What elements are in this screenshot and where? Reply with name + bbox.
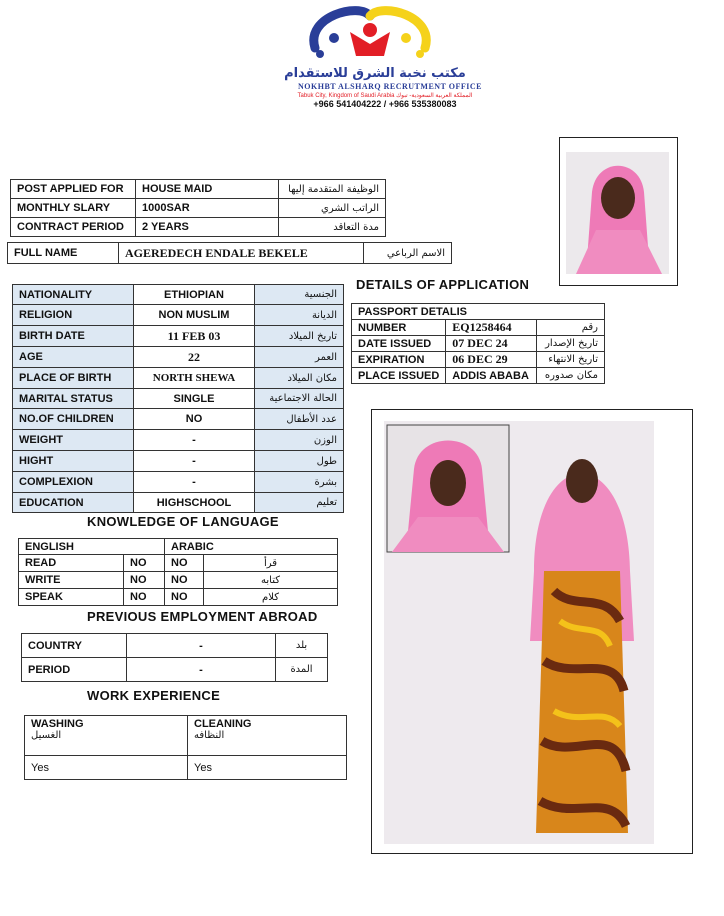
place-of-birth-label: PLACE OF BIRTH (13, 368, 134, 389)
passport-table (351, 303, 605, 384)
marital-status-ar: الحالة الاجتماعية (255, 389, 344, 409)
nationality-label: NATIONALITY (13, 285, 134, 305)
religion-value: NON MUSLIM (134, 305, 255, 326)
birth-date-row (13, 326, 344, 347)
height-value: - (134, 451, 255, 472)
religion-label: RELIGION (13, 305, 134, 326)
weight-ar: الوزن (255, 430, 344, 451)
passport-heading: PASSPORT DETALIS (352, 304, 605, 320)
salary-label: MONTHLY SLARY (11, 199, 136, 218)
age-label: AGE (13, 347, 134, 368)
company-english-name: NOKHBT ALSHARQ RECRUTMENT OFFICE (298, 82, 482, 91)
post-applied-ar: الوظيفة المتقدمة إليها (279, 180, 386, 199)
write-english-value: NO (124, 572, 165, 589)
passport-expiration-ar: تاريخ الانتهاء (537, 352, 605, 368)
children-label: NO.OF CHILDREN (13, 409, 134, 430)
birth-date-label: BIRTH DATE (13, 326, 134, 347)
cleaning-ar: النظافه (194, 730, 225, 741)
full-name-table (7, 242, 452, 264)
employment-heading: PREVIOUS EMPLOYMENT ABROAD (87, 609, 318, 624)
cleaning-label: CLEANING (194, 718, 252, 730)
post-applied-row (11, 180, 386, 199)
language-speak-row (19, 589, 338, 606)
read-arabic-value: NO (165, 555, 204, 572)
write-arabic-value: NO (165, 572, 204, 589)
nationality-row (13, 285, 344, 305)
language-table (18, 538, 338, 606)
read-ar: قرأ (204, 555, 338, 572)
language-write-row (19, 572, 338, 589)
country-ar: بلد (276, 634, 328, 658)
nationality-ar: الجنسية (255, 285, 344, 305)
height-label: HIGHT (13, 451, 134, 472)
education-label: EDUCATION (13, 493, 134, 513)
passport-expiration-label: EXPIRATION (352, 352, 446, 368)
passport-place-label: PLACE ISSUED (352, 368, 446, 384)
contract-ar: مدة التعاقد (279, 218, 386, 237)
passport-issued-row (352, 336, 605, 352)
place-of-birth-row (13, 368, 344, 389)
passport-expiration-row (352, 352, 605, 368)
full-body-photo (384, 421, 654, 844)
language-english-header: ENGLISH (19, 539, 165, 555)
passport-issued-ar: تاريخ الإصدار (537, 336, 605, 352)
salary-value: 1000SAR (136, 199, 279, 218)
period-ar: المدة (276, 658, 328, 682)
passport-number-row (352, 320, 605, 336)
speak-label: SPEAK (19, 589, 124, 606)
birth-date-value: 11 FEB 03 (134, 326, 255, 347)
full-name-value: AGEREDECH ENDALE BEKELE (119, 243, 364, 264)
company-arabic-name: مكتب نخبة الشرق للاستقدام (284, 66, 466, 81)
period-label: PERIOD (22, 658, 127, 682)
complexion-ar: بشرة (255, 472, 344, 493)
education-value: HIGHSCHOOL (134, 493, 255, 513)
complexion-value: - (134, 472, 255, 493)
salary-ar: الراتب الشري (279, 199, 386, 218)
position-table (10, 179, 386, 237)
language-arabic-header: ARABIC (165, 539, 338, 555)
weight-label: WEIGHT (13, 430, 134, 451)
washing-value: Yes (25, 756, 188, 780)
passport-place-ar: مكان صدوره (537, 368, 605, 384)
speak-arabic-value: NO (165, 589, 204, 606)
children-ar: عدد الأطفال (255, 409, 344, 430)
full-name-label: FULL NAME (8, 243, 119, 264)
country-label: COUNTRY (22, 634, 127, 658)
passport-number-ar: رقم (537, 320, 605, 336)
cleaning-header (188, 716, 347, 756)
write-label: WRITE (19, 572, 124, 589)
post-applied-label: POST APPLIED FOR (11, 180, 136, 199)
weight-value: - (134, 430, 255, 451)
height-row (13, 451, 344, 472)
country-value: - (127, 634, 276, 658)
complexion-row (13, 472, 344, 493)
contract-label: CONTRACT PERIOD (11, 218, 136, 237)
place-of-birth-ar: مكان الميلاد (255, 368, 344, 389)
read-label: READ (19, 555, 124, 572)
nationality-value: ETHIOPIAN (134, 285, 255, 305)
language-heading: KNOWLEDGE OF LANGUAGE (87, 514, 279, 529)
cleaning-value: Yes (188, 756, 347, 780)
religion-row (13, 305, 344, 326)
religion-ar: الديانة (255, 305, 344, 326)
children-value: NO (134, 409, 255, 430)
place-of-birth-value: NORTH SHEWA (134, 368, 255, 389)
employment-period-row (22, 658, 328, 682)
washing-header (25, 716, 188, 756)
passport-number-label: NUMBER (352, 320, 446, 336)
passport-expiration-value: 06 DEC 29 (446, 352, 537, 368)
company-address: Tabuk City, Kingdom of Saudi Arabia المملكة العربية السعودية- تبوك (297, 93, 473, 99)
language-read-row (19, 555, 338, 572)
height-ar: طول (255, 451, 344, 472)
washing-ar: الغسيل (31, 730, 62, 741)
education-ar: تعليم (255, 493, 344, 513)
age-row (13, 347, 344, 368)
passport-issued-value: 07 DEC 24 (446, 336, 537, 352)
passport-issued-label: DATE ISSUED (352, 336, 446, 352)
age-ar: العمر (255, 347, 344, 368)
weight-row (13, 430, 344, 451)
age-value: 22 (134, 347, 255, 368)
contract-row (11, 218, 386, 237)
contract-value: 2 YEARS (136, 218, 279, 237)
education-row (13, 493, 344, 513)
company-logo (300, 6, 440, 70)
write-ar: كتابه (204, 572, 338, 589)
washing-label: WASHING (31, 718, 84, 730)
passport-number-value: EQ1258464 (446, 320, 537, 336)
details-heading: DETAILS OF APPLICATION (356, 277, 530, 292)
children-row (13, 409, 344, 430)
personal-details-table (12, 284, 344, 513)
marital-status-row (13, 389, 344, 409)
period-value: - (127, 658, 276, 682)
complexion-label: COMPLEXION (13, 472, 134, 493)
employment-country-row (22, 634, 328, 658)
birth-date-ar: تاريخ الميلاد (255, 326, 344, 347)
passport-place-value: ADDIS ABABA (446, 368, 537, 384)
work-heading: WORK EXPERIENCE (87, 688, 221, 703)
passport-place-row (352, 368, 605, 384)
marital-status-label: MARITAL STATUS (13, 389, 134, 409)
full-name-ar: الاسم الرباعي (364, 243, 452, 264)
post-applied-value: HOUSE MAID (136, 180, 279, 199)
read-english-value: NO (124, 555, 165, 572)
company-phones: +966 541404222 / +966 535380083 (313, 99, 457, 109)
speak-ar: كلام (204, 589, 338, 606)
employment-table (21, 633, 328, 682)
salary-row (11, 199, 386, 218)
work-experience-table (24, 715, 347, 780)
speak-english-value: NO (124, 589, 165, 606)
marital-status-value: SINGLE (134, 389, 255, 409)
portrait-photo (566, 152, 669, 274)
